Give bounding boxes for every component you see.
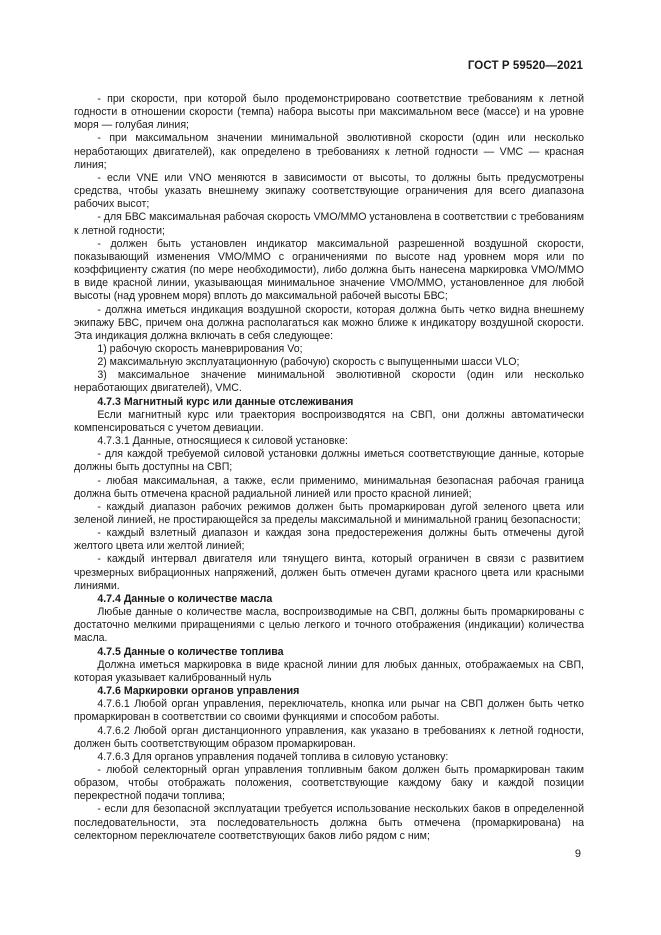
list-item: 3) максимальное значение минимальной эволютивной скорости (один или несколько неработающих двигателей), VMC. <box>74 369 584 395</box>
body-paragraph: 4.7.6.1 Любой орган управления, переключатель, кнопка или рычаг на СВП должен быть четко промаркирован в соответствии со своими функциями и способом работы. <box>74 698 584 724</box>
body-paragraph: - при максимальном значении минимальной эволютивной скорости (один или несколько неработающих двигателей), как определено в требованиях к летной годности — VMC — красная линия; <box>74 132 584 171</box>
body-paragraph: - при скорости, при которой было продемонстрировано соответствие требованиям к летной годности в отношении скорости (темпа) набора высоты при максимальном весе (массе) и на уровне моря — голубая линия; <box>74 93 584 132</box>
body-paragraph: - каждый интервал двигателя или тянущего винта, который ограничен в связи с развитием чрезмерных вибрационных напряжений, должен быть отмечен дугами красного цвета или красными линиями. <box>74 553 584 592</box>
standard-header: ГОСТ Р 59520—2021 <box>467 60 583 72</box>
body-paragraph: - любой селекторный орган управления топливным баком должен быть промаркирован таким образом, чтобы отображать положения, соответствующие каждому баку и каждой позиции перекрестной подачи топлива; <box>74 763 584 803</box>
body-paragraph: - должна иметься индикация воздушной скорости, которая должна быть четко видна внешнему экипажу БВС, причем она должна располагаться как можно ближе к индикатору воздушной скорости. Эта индикация должна включать в себя следующее: <box>74 303 584 342</box>
body-paragraph: - если VNE или VNO меняются в зависимости от высоты, то должны быть предусмотрены средства, чтобы указать внешнему экипажу соответствующие ограничения для всего диапазона рабочих высот; <box>74 171 584 211</box>
body-paragraph: Любые данные о количестве масла, воспроизводимые на СВП, должны быть промаркированы с достаточно мелкими приращениями с целью легкого и точного отображения (индикации) количества масла. <box>74 606 584 645</box>
body-paragraph: - если для безопасной эксплуатации требуется использование нескольких баков в определенной последовательности, эта последовательность должна быть отмечена (промаркирована) на селекторном переключателе соответствующих баков либо рядом с ним; <box>74 803 584 842</box>
body-paragraph: 4.7.6.2 Любой орган дистанционного управления, как указано в требованиях к летной годности, должен быть соответствующим образом промаркирован. <box>74 724 584 750</box>
page-number: 9 <box>574 848 581 860</box>
body-paragraph: - каждый диапазон рабочих режимов должен быть промаркирован дугой зеленого цвета или зеленой линией, не простирающейся за пределы максимальной и минимальной границ безопасности; <box>74 500 584 526</box>
body-paragraph: Должна иметься маркировка в виде красной линии для любых данных, отображаемых на СВП, которая указывает калиброванный нуль <box>74 658 584 684</box>
page-body <box>74 93 584 843</box>
body-paragraph: - для БВС максимальная рабочая скорость VMO/MMO установлена в соответствии с требованиям к летной годности; <box>74 211 584 237</box>
body-paragraph: - любая максимальная, а также, если применимо, минимальная безопасная рабочая граница должна быть отмечена красной радиальной линией или просто красной линией; <box>74 474 584 500</box>
section-heading: 4.7.3 Магнитный курс или данные отслеживания <box>97 395 354 408</box>
section-heading: 4.7.4 Данные о количестве масла <box>97 592 273 605</box>
body-paragraph: 4.7.3.1 Данные, относящиеся к силовой установке: <box>97 435 348 448</box>
section-heading: 4.7.5 Данные о количестве топлива <box>97 645 284 658</box>
body-paragraph: Если магнитный курс или траектория воспроизводятся на СВП, они должны автоматически компенсироваться с учетом девиации. <box>74 408 584 434</box>
section-heading: 4.7.6 Маркировки органов управления <box>97 685 300 698</box>
body-paragraph: 4.7.6.3 Для органов управления подачей топлива в силовую установку: <box>97 750 449 763</box>
body-paragraph: - каждый взлетный диапазон и каждая зона предостережения должны быть отмечены дугой желтого цвета или желтой линией; <box>74 527 584 553</box>
body-paragraph: - должен быть установлен индикатор максимальной разрешенной воздушной скорости, показывающий изменения VMO/MMO с ограничениями по высоте над уровнем моря или по коэффициенту сжатия (по мере необходимости), либо должна быть нанесена маркировка VMO/MMO в виде красной линии, указывающая минимальное значение VMO/MMO, установленное для любой высоты (над уровнем моря) вплоть до максимальной рабочей высоты БВС; <box>74 237 584 303</box>
list-item: 1) рабочую скорость маневрирования Vo; <box>97 342 303 355</box>
body-paragraph: - для каждой требуемой силовой установки должны иметься соответствующие данные, которые должны быть доступны на СВП; <box>74 448 584 474</box>
list-item: 2) максимальную эксплуатационную (рабочую) скорость с выпущенными шасси VLO; <box>97 356 520 369</box>
